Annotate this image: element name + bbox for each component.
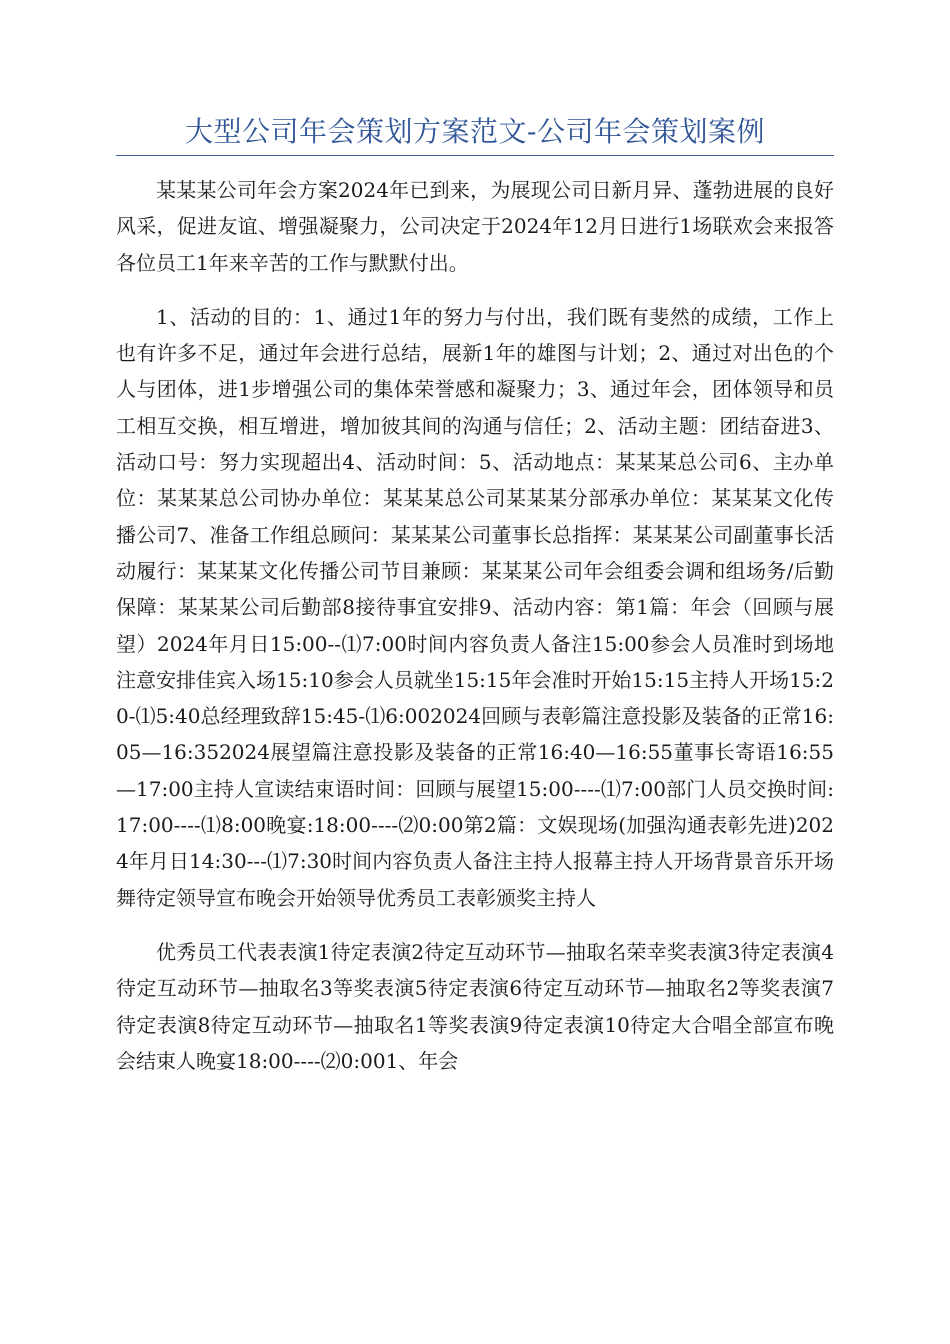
document-title: 大型公司年会策划方案范文-公司年会策划案例: [185, 115, 765, 148]
document-body: [116, 172, 834, 1097]
paragraph-plan: 1、活动的目的：1、通过1年的努力与付出，我们既有斐然的成绩，工作上也有许多不足，通过年会进行总结，展新1年的雄图与计划；2、通过对出色的个人与团体，进1步增强公司的集体荣誉感和凝聚力；3、通过年会，团体领导和员工相互交换，相互增进，增加彼其间的沟通与信任；2、活动主题：团结奋进3、活动口号：努力实现超出4、活动时间：5、活动地点：某某某总公司6、主办单位：某某某总公司协办单位：某某某总公司某某某分部承办单位：某某某文化传播公司7、准备工作组总顾问：某某某公司董事长总指挥：某某某公司副董事长活动履行：某某某文化传播公司节目兼顾：某某某公司年会组委会调和组场务/后勤保障：某某某公司后勤部8接待事宜安排9、活动内容：第1篇：年会（回顾与展望）2024年月日15:00--⑴7:00时间内容负责人备注15:00参会人员准时到场地注意安排佳宾入场15:10参会人员就坐15:15年会准时开始15:15主持人开场15:20-⑴5:40总经理致辞15:45-⑴6:002024回顾与表彰篇注意投影及装备的正常16:05—16:352024展望篇注意投影及装备的正常16:40—16:55董事长寄语16:55—17:00主持人宣读结束语时间：回顾与展望15:00----⑴7:00部门人员交换时间:17:00----⑴8:00晚宴:18:00----⑵0:00第2篇：文娱现场(加强沟通表彰先进)2024年月日14:30---⑴7:30时间内容负责人备注主持人报幕主持人开场背景音乐开场舞待定领导宣布晚会开始领导优秀员工表彰颁奖主持人: [116, 304, 834, 910]
title-block: [116, 112, 834, 156]
paragraph-intro: 某某某公司年会方案2024年已到来，为展现公司日新月异、蓬勃进展的良好风采，促进友谊、增强凝聚力，公司决定于2024年12月日进行1场联欢会来报答各位员工1年来辛苦的工作与默默付出。: [116, 178, 834, 275]
paragraph-program: 优秀员工代表表演1待定表演2待定互动环节—抽取名荣幸奖表演3待定表演4待定互动环节—抽取名3等奖表演5待定表演6待定互动环节—抽取名2等奖表演7待定表演8待定互动环节—抽取名1等奖表演9待定表演10待定大合唱全部宣布晚会结束人晚宴18:00----⑵0:001、年会: [116, 939, 834, 1073]
